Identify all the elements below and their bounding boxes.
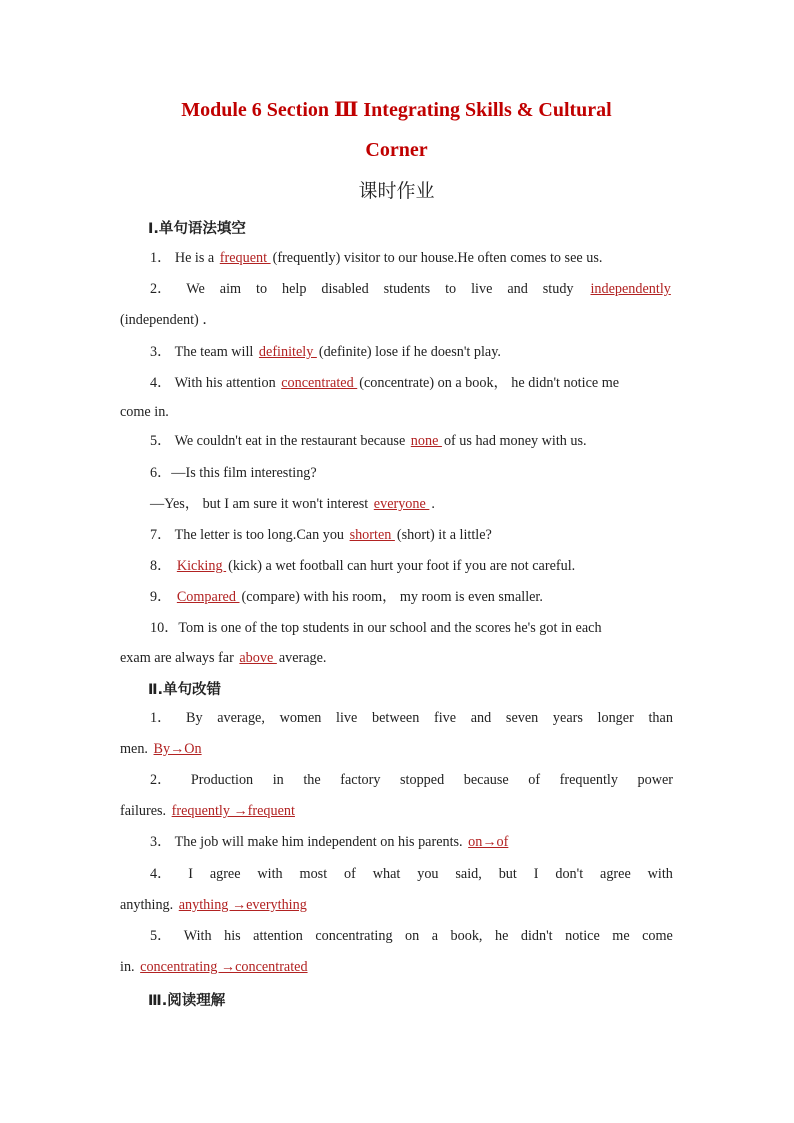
question-number: 2． <box>150 281 172 297</box>
question-7 <box>150 526 673 544</box>
question-text: 8． <box>150 558 175 574</box>
word: study <box>542 281 574 297</box>
word: his <box>224 928 241 944</box>
word: of <box>344 866 356 882</box>
correction-4-line1 <box>150 865 673 883</box>
question-text: exam are always far <box>120 650 238 666</box>
question-6-line2 <box>150 495 673 513</box>
answer-text: independently <box>590 281 671 297</box>
word: aim <box>219 281 242 297</box>
word: seven <box>505 710 539 726</box>
word: with <box>647 866 673 882</box>
question-text: in. <box>120 959 139 975</box>
question-text: men. <box>120 741 152 757</box>
word: between <box>372 710 420 726</box>
section-heading-error-correction: Ⅱ.单句改错 <box>148 682 222 698</box>
word: of <box>528 772 541 788</box>
word: I <box>533 866 539 882</box>
word: factory <box>340 772 381 788</box>
answer-text: frequent <box>219 250 271 266</box>
question-10-line1: 10．Tom is one of the top students in our school and the scores he's got in each <box>150 620 602 636</box>
question-1 <box>150 249 673 267</box>
answer-text: above <box>239 650 277 666</box>
correction-2-line2 <box>120 802 673 820</box>
word: Production <box>190 772 254 788</box>
word: he <box>494 928 509 944</box>
word: attention <box>253 928 303 944</box>
word: notice <box>565 928 600 944</box>
word: We <box>186 281 205 297</box>
question-text: (frequently) visitor to our house.He often comes to see us. <box>272 250 603 266</box>
word: students <box>383 281 431 297</box>
word: 1． <box>150 710 172 726</box>
answer-text: frequently →frequent <box>171 803 295 819</box>
word: help <box>282 281 307 297</box>
answer-text: shorten <box>349 527 395 543</box>
word: but <box>498 866 517 882</box>
question-text: failures. <box>120 803 170 819</box>
word: don't <box>555 866 584 882</box>
word: the <box>303 772 321 788</box>
answer-text: concentrated <box>281 375 358 391</box>
question-3 <box>150 343 673 361</box>
question-text: anything. <box>120 897 177 913</box>
question-9 <box>150 588 673 606</box>
correction-3 <box>150 833 673 851</box>
answer-text: concentrating →concentrated <box>140 959 308 975</box>
word: to <box>445 281 457 297</box>
question-text: of us had money with us. <box>443 433 587 449</box>
answer-text: Compared <box>176 589 240 605</box>
word: what <box>372 866 401 882</box>
word: and <box>470 710 492 726</box>
word: come <box>642 928 673 944</box>
word: live <box>336 710 358 726</box>
word: 5． <box>150 928 172 944</box>
word: average, <box>217 710 265 726</box>
answer-text: definitely <box>258 344 317 360</box>
question-text: 3． The job will make him independent on his parents. <box>150 834 467 850</box>
correction-1-line2 <box>120 740 673 758</box>
question-text: —Yes， but I am sure it won't interest <box>150 496 372 512</box>
correction-5-line1 <box>150 927 673 945</box>
question-text: . <box>431 496 435 512</box>
word: agree <box>600 866 631 882</box>
question-8 <box>150 557 673 575</box>
correction-5-line2 <box>120 958 673 976</box>
question-5 <box>150 432 673 450</box>
question-text: (definite) lose if he doesn't play. <box>318 344 501 360</box>
word: me <box>612 928 630 944</box>
question-10-line2 <box>120 649 673 667</box>
word: on <box>405 928 420 944</box>
word: women <box>279 710 322 726</box>
answer-text: everyone <box>373 496 430 512</box>
word: years <box>552 710 583 726</box>
correction-4-line2 <box>120 896 673 914</box>
word: frequently <box>559 772 618 788</box>
word: because <box>463 772 509 788</box>
question-text: (concentrate) on a book， he didn't notice me <box>359 375 620 391</box>
question-6-line1: 6．—Is this film interesting? <box>150 465 317 481</box>
word: and <box>507 281 528 297</box>
page-title-line2: Corner <box>365 139 428 161</box>
page-title-line1: Module 6 Section Ⅲ Integrating Skills & Cultural <box>181 99 612 121</box>
question-4-line2: come in. <box>120 404 169 420</box>
word: said, <box>455 866 482 882</box>
question-4-line1 <box>150 374 673 392</box>
page-subtitle: 课时作业 <box>358 180 435 202</box>
word: in <box>272 772 284 788</box>
word: live <box>471 281 493 297</box>
question-text: 5． We couldn't eat in the restaurant because <box>150 433 409 449</box>
section-heading-reading: Ⅲ.阅读理解 <box>148 993 226 1009</box>
word: concentrating <box>315 928 393 944</box>
word: than <box>648 710 673 726</box>
word: a <box>431 928 439 944</box>
question-text: 9． <box>150 589 175 605</box>
question-text: (compare) with his room， my room is even smaller. <box>241 589 543 605</box>
word: 2． <box>150 772 172 788</box>
question-text: (short) it a little? <box>396 527 492 543</box>
question-2-line2: (independent) ． <box>120 312 217 328</box>
word: you <box>417 866 439 882</box>
word: agree <box>209 866 241 882</box>
word: didn't <box>520 928 553 944</box>
section-heading-grammar-fill: Ⅰ.单句语法填空 <box>148 221 246 237</box>
question-text: (kick) a wet football can hurt your foot if you are not careful. <box>228 558 576 574</box>
question-2-line1 <box>150 280 673 298</box>
answer-text: none <box>410 433 442 449</box>
word: disabled <box>321 281 369 297</box>
word: stopped <box>400 772 445 788</box>
word: By <box>185 710 203 726</box>
correction-1-line1 <box>150 709 673 727</box>
word: With <box>183 928 212 944</box>
word: I <box>188 866 193 882</box>
question-text: 3． The team will <box>150 344 257 360</box>
word: to <box>256 281 268 297</box>
word: five <box>433 710 457 726</box>
word: longer <box>597 710 634 726</box>
answer-text: anything →everything <box>178 897 307 913</box>
question-text: 7． The letter is too long.Can you <box>150 527 348 543</box>
answer-text: By→On <box>153 741 202 757</box>
correction-2-line1 <box>150 771 673 789</box>
word: power <box>637 772 673 788</box>
word: 4． <box>150 866 172 882</box>
question-text: 4． With his attention <box>150 375 280 391</box>
answer-text: Kicking <box>176 558 227 574</box>
word: book, <box>450 928 483 944</box>
question-text: average. <box>278 650 327 666</box>
word: most <box>299 866 328 882</box>
question-text: 1． He is a <box>150 250 218 266</box>
answer-text: on→of <box>468 834 509 850</box>
word: with <box>257 866 283 882</box>
